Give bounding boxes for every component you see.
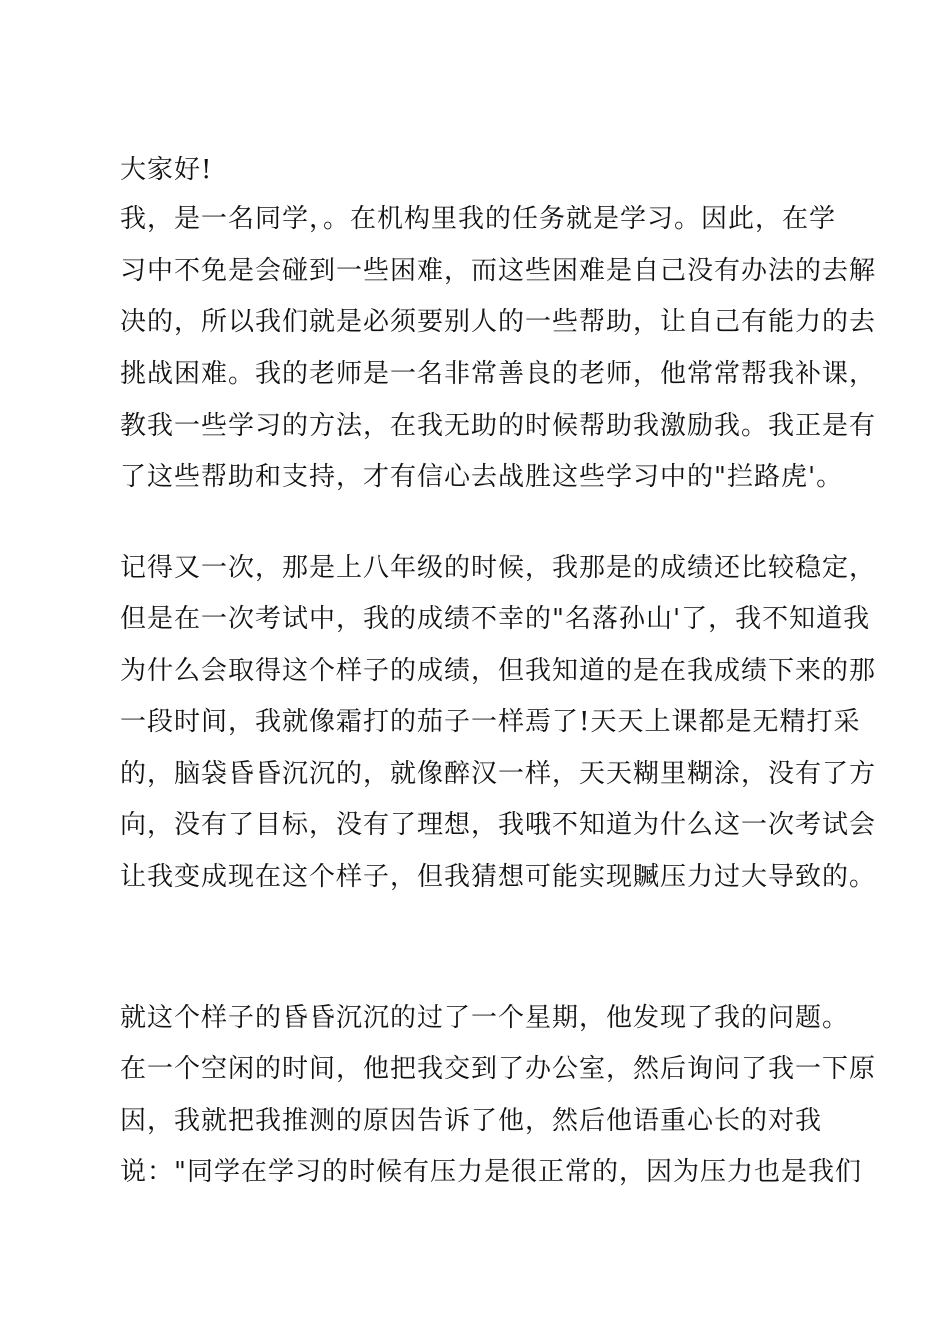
paragraph-3-line-3: 因，我就把我推测的原因告诉了他，然后他语重心长的对我 xyxy=(120,1106,823,1136)
paragraph-1-line-6: 了这些帮助和支持，才有信心去战胜这些学习中的"拦路虎'。 xyxy=(120,462,844,492)
paragraph-1-line-1: 我，是一名同学，。在机构里我的任务就是学习。因此，在学 xyxy=(120,204,837,234)
paragraph-2-line-3: 为什么会取得这个样子的成绩，但我知道的是在我成绩下来的那 xyxy=(120,656,877,686)
paragraph-3-line-4: 说："同学在学习的时候有压力是很正常的，因为压力也是我们 xyxy=(120,1157,862,1187)
paragraph-2-line-7: 让我变成现在这个样子，但我猜想可能实现贓压力过大导致的。 xyxy=(120,862,877,892)
paragraph-2-line-6: 向，没有了目标，没有了理想，我哦不知道为什么这一次考试会 xyxy=(120,810,877,840)
paragraph-1-line-5: 教我一些学习的方法，在我无助的时候帮助我激励我。我正是有 xyxy=(120,411,877,441)
paragraph-1-line-2: 习中不免是会碰到一些困难，而这些困难是自己没有办法的去解 xyxy=(120,256,877,286)
paragraph-2-line-5: 的，脑袋昏昏沉沉的，就像醉汉一样，天天糊里糊涂，没有了方 xyxy=(120,759,877,789)
paragraph-1-line-4: 挑战困难。我的老师是一名非常善良的老师，他常常帮我补课， xyxy=(120,359,877,389)
paragraph-2-line-4: 一段时间，我就像霜打的茄子一样焉了!天天上课都是无精打采 xyxy=(120,707,861,737)
paragraph-2-line-2: 但是在一次考试中，我的成绩不幸的"名落孙山'了，我不知道我 xyxy=(120,604,871,634)
paragraph-3-line-2: 在一个空闲的时间，他把我交到了办公室，然后询问了我一下原 xyxy=(120,1054,877,1084)
paragraph-3-line-1: 就这个样子的昏昏沉沉的过了一个星期，他发现了我的问题。 xyxy=(120,1003,850,1033)
greeting-line: 大家好! xyxy=(120,155,213,185)
paragraph-1-line-3: 决的，所以我们就是必须要别人的一些帮助，让自己有能力的去 xyxy=(120,307,877,337)
paragraph-2-line-1: 记得又一次，那是上八年级的时候，我那是的成绩还比较稳定， xyxy=(120,553,877,583)
